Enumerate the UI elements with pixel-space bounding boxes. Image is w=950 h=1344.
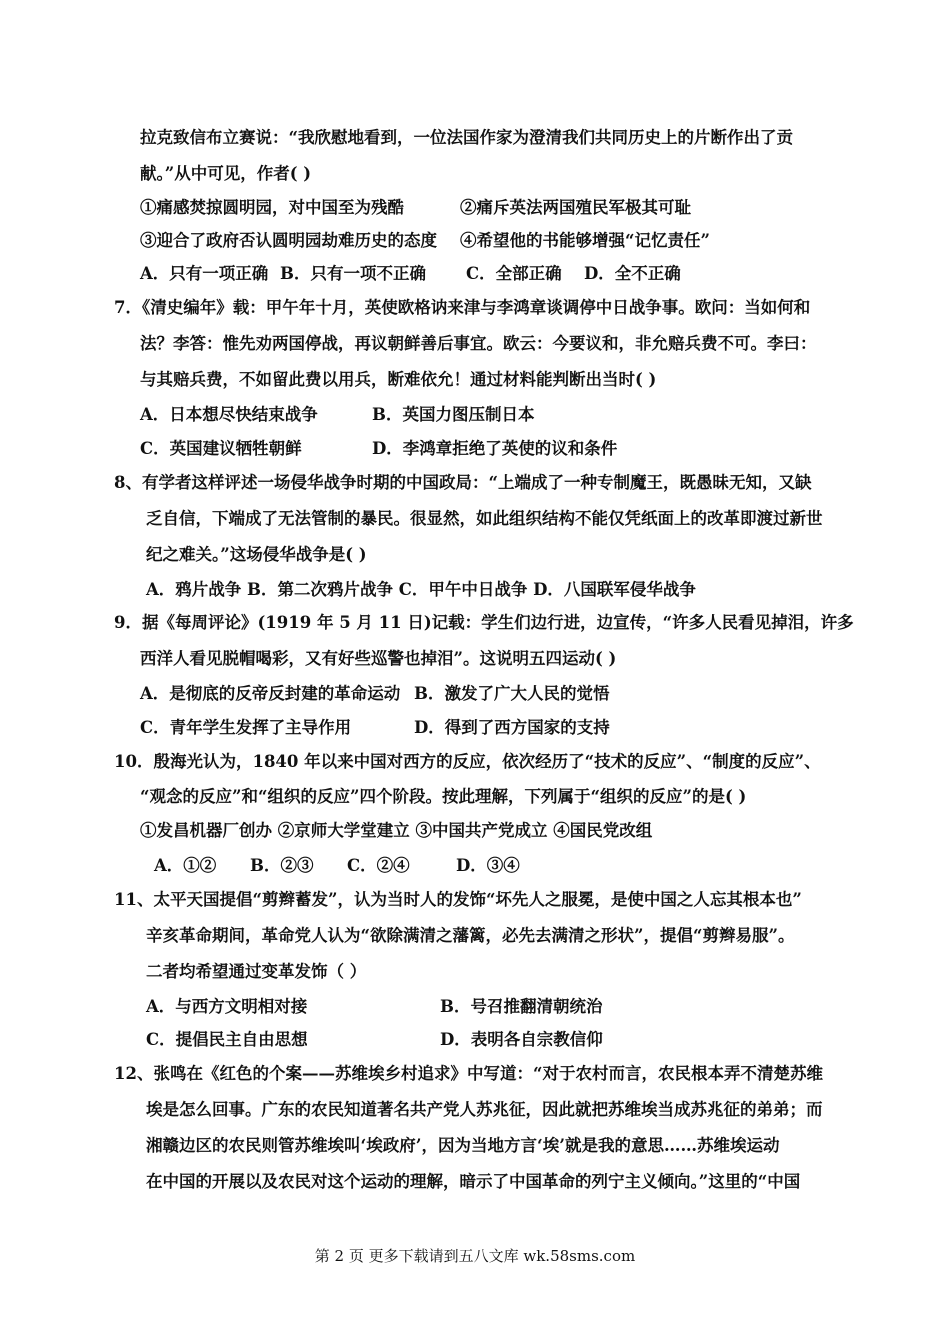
q7-option-d: D．李鸿章拒绝了英使的议和条件: [372, 439, 618, 458]
q8-stem-line3: 纪之难关。”这场侵华战争是( ): [146, 545, 367, 564]
q11-option-c: C．提倡民主自由思想: [146, 1030, 308, 1049]
q6-statement-2: ②痛斥英法两国殖民军极其可耻: [460, 198, 691, 217]
q7-option-a: A．日本想尽快结束战争: [140, 405, 318, 424]
q6-statement-1: ①痛感焚掠圆明园，对中国至为残酷: [140, 198, 404, 217]
q10-option-b: B．②③: [250, 856, 314, 875]
q7-stem-line2: 法？李答：惟先劝两国停战，再议朝鲜善后事宜。欧云：今要议和，非允赔兵费不可。李曰：: [140, 334, 817, 353]
q12-stem-line3: 湘赣边区的农民则管苏维埃叫‘埃政府’，因为当地方言‘埃’就是我的意思……苏维埃运动: [146, 1136, 780, 1155]
q10-items: ①发昌机器厂创办 ②京师大学堂建立 ③中国共产党成立 ④国民党改组: [140, 821, 653, 840]
q6-statement-3: ③迎合了政府否认圆明园劫难历史的态度: [140, 231, 437, 250]
q12-stem-line4: 在中国的开展以及农民对这个运动的理解，暗示了中国革命的列宁主义倾向。”这里的“中国: [146, 1172, 801, 1191]
q11-stem-line3: 二者均希望通过变革发饰（ ）: [146, 962, 367, 981]
q9-option-b: B．激发了广大人民的觉悟: [414, 684, 610, 703]
q11-option-b: B．号召推翻清朝统治: [440, 997, 603, 1016]
q9-option-d: D．得到了西方国家的支持: [414, 718, 610, 737]
q9-stem-line2: 西洋人看见脱帽喝彩，又有好些巡警也掉泪”。这说明五四运动( ): [140, 649, 617, 668]
q6-option-a: A．只有一项正确: [140, 264, 269, 283]
q6-stem-line2: 献。”从中可见，作者( ): [140, 164, 312, 183]
q6-option-b: B．只有一项不正确: [280, 264, 426, 283]
q9-option-a: A．是彻底的反帝反封建的革命运动: [140, 684, 401, 703]
q11-stem-line2: 辛亥革命期间，革命党人认为“欲除满清之藩篱，必先去满清之形状”，提倡“剪辫易服”。: [146, 926, 795, 945]
q8-options: A．鸦片战争 B．第二次鸦片战争 C．甲午中日战争 D．八国联军侵华战争: [146, 580, 696, 599]
q6-option-c: C．全部正确: [466, 264, 562, 283]
q11-stem-line1: 11、太平天国提倡“剪辫蓄发”，认为当时人的发饰“坏先人之服冕，是使中国之人忘其根本也”: [114, 890, 802, 909]
q6-statement-4: ④希望他的书能够增强“记忆责任”: [460, 231, 710, 250]
q12-stem-line2: 埃是怎么回事。广东的农民知道著名共产党人苏兆征，因此就把苏维埃当成苏兆征的弟弟；而: [146, 1100, 823, 1119]
q10-option-c: C．②④: [347, 856, 410, 875]
q10-stem-line2: “观念的反应”和“组织的反应”四个阶段。按此理解，下列属于“组织的反应”的是( ): [140, 787, 747, 806]
q10-option-d: D．③④: [456, 856, 520, 875]
q6-option-d: D．全不正确: [584, 264, 681, 283]
q7-stem-line3: 与其赔兵费，不如留此费以用兵，断难依允！通过材料能判断出当时( ): [140, 370, 657, 389]
q12-stem-line1: 12、张鸣在《红色的个案——苏维埃乡村追求》中写道：“对于农村而言，农民根本弄不清楚苏维: [114, 1064, 823, 1083]
q8-stem-line2: 乏自信，下端成了无法管制的暴民。很显然，如此组织结构不能仅凭纸面上的改革即渡过新世: [146, 509, 823, 528]
q11-option-a: A．与西方文明相对接: [146, 997, 308, 1016]
q10-stem-line1: 10．殷海光认为，1840 年以来中国对西方的反应，依次经历了“技术的反应”、“制度的反应”、: [114, 752, 821, 771]
q7-option-c: C．英国建议牺牲朝鲜: [140, 439, 302, 458]
q7-option-b: B．英国力图压制日本: [372, 405, 535, 424]
q7-stem-line1: 7．《清史编年》载：甲午年十月，英使欧格讷来津与李鸿章谈调停中日战争事。欧问：当如何和: [114, 298, 811, 317]
page-footer: 第 2 页 更多下载请到五八文库 wk.58sms.com: [314, 1247, 636, 1265]
q10-option-a: A．①②: [154, 856, 217, 875]
q9-option-c: C．青年学生发挥了主导作用: [140, 718, 352, 737]
q6-stem-line1: 拉克致信布立赛说：“我欣慰地看到，一位法国作家为澄清我们共同历史上的片断作出了贡: [140, 128, 793, 147]
q9-stem-line1: 9．据《每周评论》(1919 年 5 月 11 日)记载：学生们边行进，边宣传，“许多人民看见掉泪，许多: [114, 613, 854, 632]
q11-option-d: D．表明各自宗教信仰: [440, 1030, 603, 1049]
q8-stem-line1: 8、有学者这样评述一场侵华战争时期的中国政局：“上端成了一种专制魔王，既愚昧无知，又缺: [114, 473, 812, 492]
